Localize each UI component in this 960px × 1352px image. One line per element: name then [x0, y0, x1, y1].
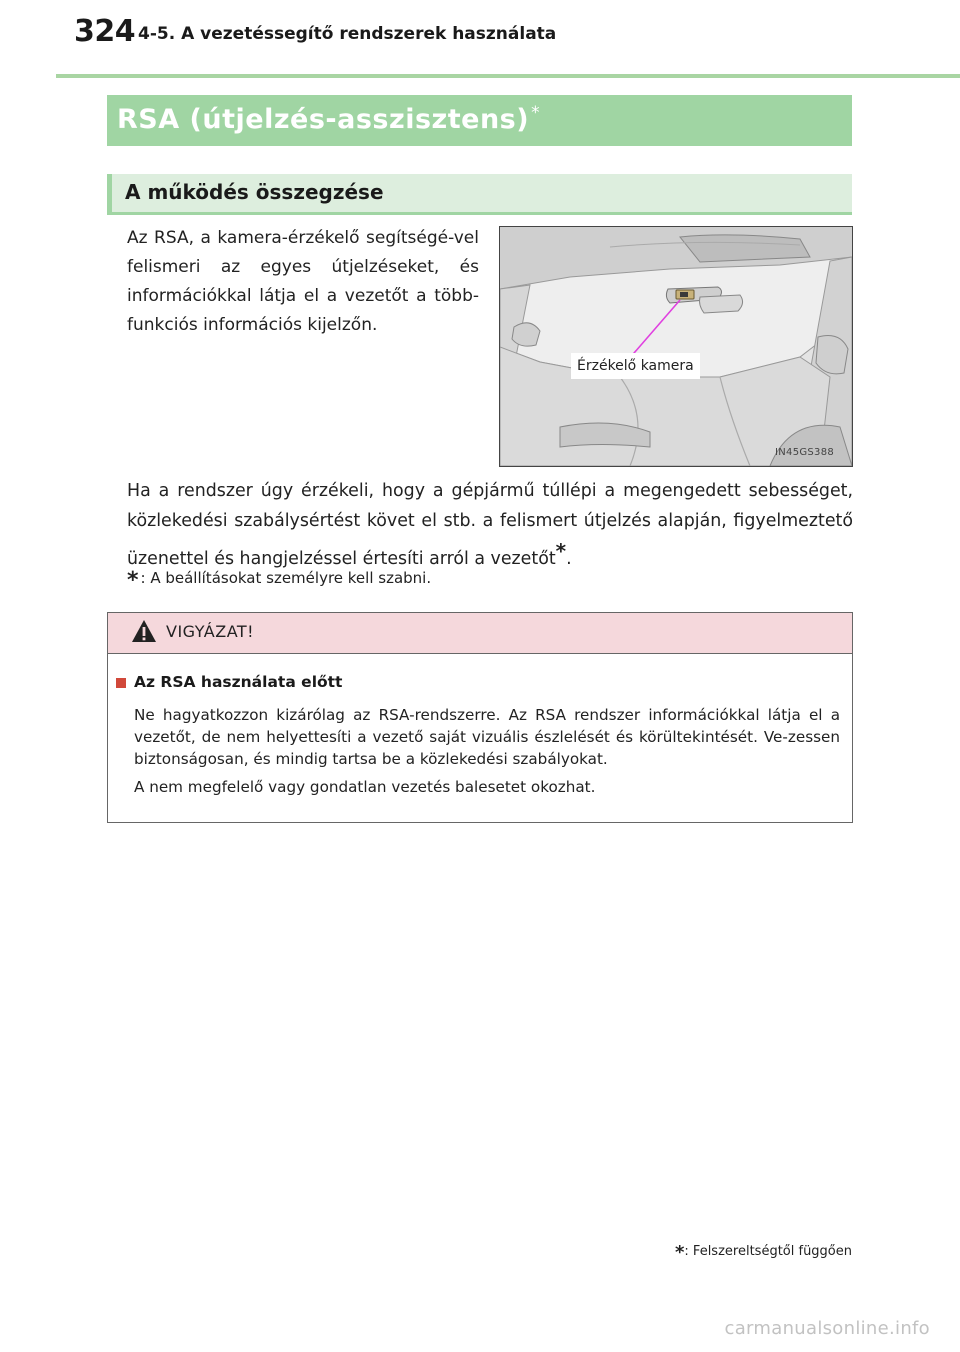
camera-callout-label: Érzékelő kamera [571, 353, 700, 379]
footnote-marker: * [127, 568, 139, 593]
warning-bullet-icon [116, 678, 126, 688]
warning-subtitle: Az RSA használata előtt [134, 673, 343, 691]
footnote [127, 568, 431, 593]
illustration-code: IN45GS388 [775, 447, 835, 458]
description-text: Ha a rendszer úgy érzékeli, hogy a gépjármű túllépi a megengedett sebességet, közlekedési szabálysértést követ el stb. a felismert útjelzés alapján, figyelmeztető üzenettel és hangjelzéssel értesíti arról a vezetőt [127, 481, 853, 569]
section-title [117, 103, 540, 135]
section-title-marker: * [531, 103, 541, 123]
description-paragraph [127, 476, 853, 574]
windshield-camera-drawing [500, 227, 852, 466]
warning-title: VIGYÁZAT! [166, 622, 255, 641]
chapter-title: 4-5. A vezetéssegítő rendszerek használata [138, 24, 557, 44]
warning-triangle-icon [131, 619, 157, 643]
subsection-title: A működés összegzése [125, 180, 384, 204]
watermark: carmanualsonline.info [724, 1318, 930, 1339]
warning-text-secondary: A nem megfelelő vagy gondatlan vezetés balesetet okozhat. [134, 778, 596, 796]
warning-text: Ne hagyatkozzon kizárólag az RSA-rendszerre. Az RSA rendszer információkkal látja el a vezetőt, de nem helyettesíti a vezető saját vizuális észlelését és körültekintését. Ve-zessen biztonságosan, és mindig tartsa be a közlekedési szabályokat. [134, 706, 840, 768]
description-footnote-marker: * [555, 539, 567, 563]
footer-note-text: : Felszereltségtől függően [684, 1244, 852, 1259]
page-number: 324 [74, 14, 136, 49]
footer-note [675, 1242, 852, 1263]
header-divider [56, 74, 960, 78]
footer-marker: * [675, 1242, 685, 1263]
section-title-text: RSA (útjelzés-asszisztens) [117, 104, 530, 135]
subsection-bar-accent [107, 174, 112, 215]
footnote-text: : A beállításokat személyre kell szabni. [140, 569, 432, 587]
description-end: . [566, 549, 572, 569]
car-interior-illustration [499, 226, 853, 467]
intro-paragraph: Az RSA, a kamera-érzékelő segítségé-vel felismeri az egyes útjelzéseket, és információkkal látja el a vezetőt a több-funkciós információs kijelzőn. [127, 228, 479, 335]
